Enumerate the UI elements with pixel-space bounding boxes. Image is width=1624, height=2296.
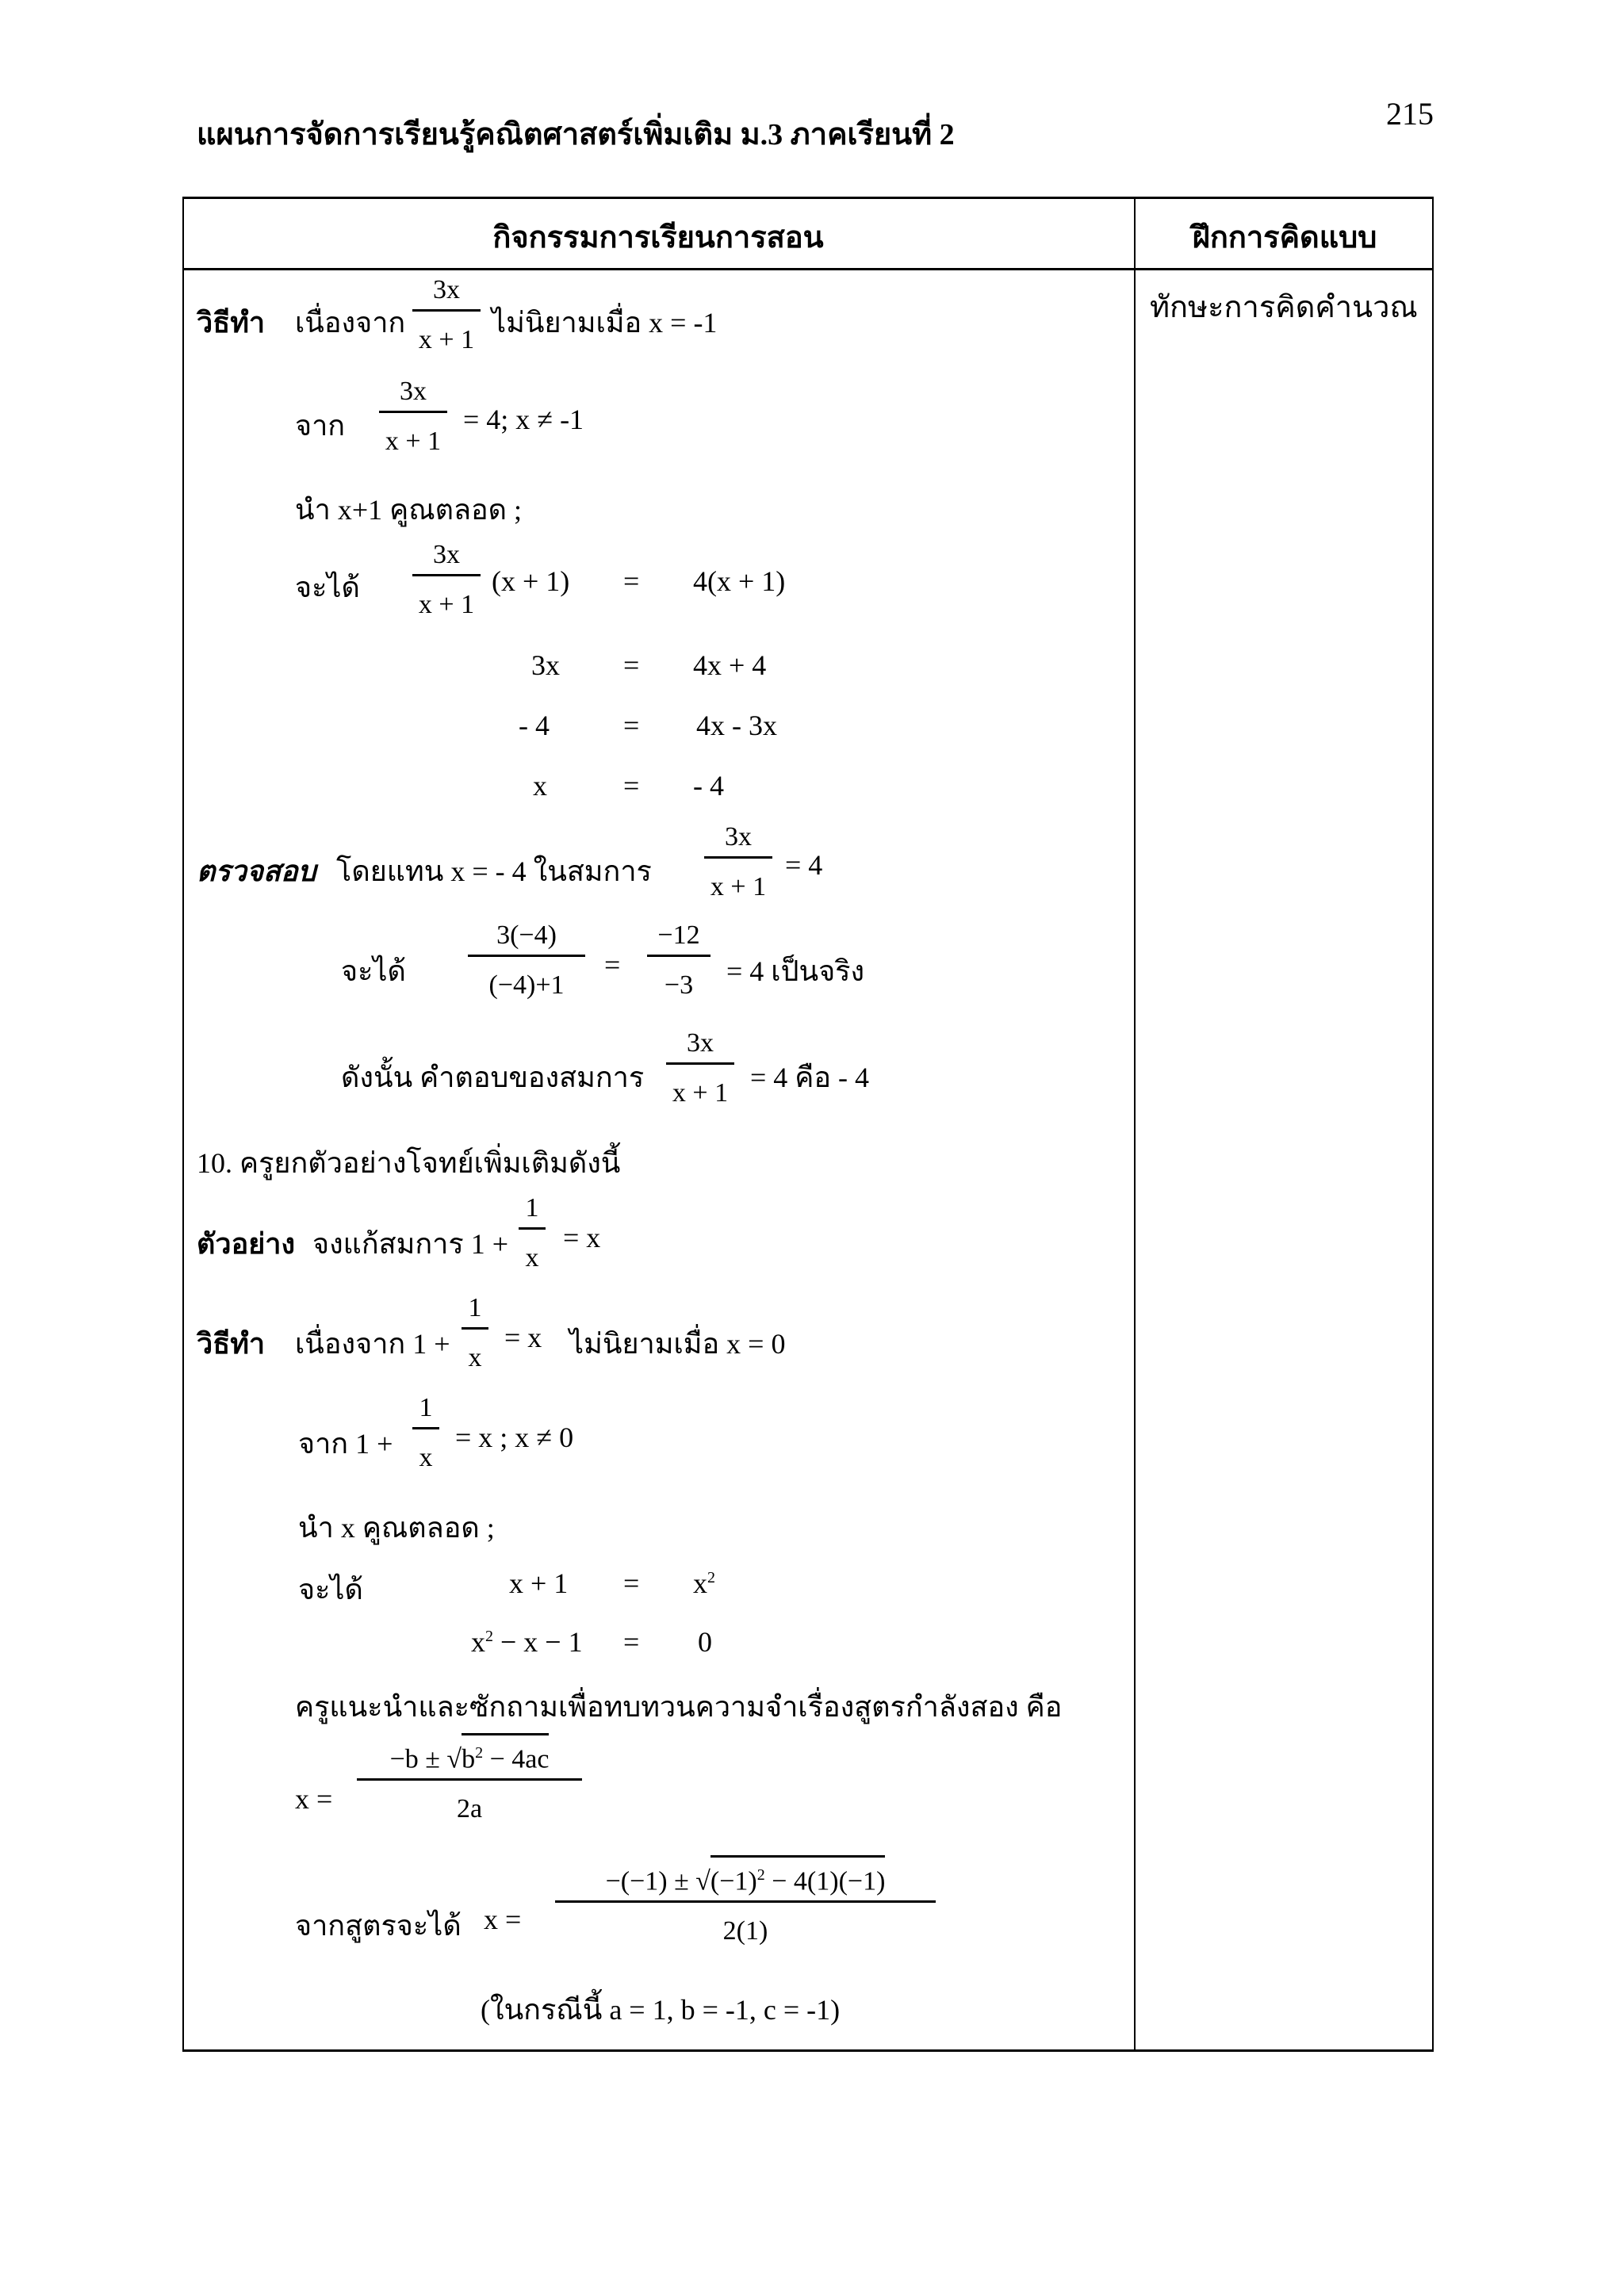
check-rhs: = 4 xyxy=(785,849,823,881)
quadratic-formula: $-b \pm √b^2 - 4ac$ 2a xyxy=(357,1733,582,1825)
undefined-condition: ไม่นิยามเมื่อ x = 0 xyxy=(569,1328,786,1360)
fraction-3x-over-x-plus-1: 3x x + 1 xyxy=(379,376,447,457)
multiply-step: นำ x คูณตลอด ; xyxy=(298,1512,495,1544)
fraction-1-over-x: 1 x xyxy=(412,1392,439,1474)
fraction-1-over-x: 1 x xyxy=(519,1192,546,1274)
document-title: แผนการจัดการเรียนรู้คณิตศาสตร์เพิ่มเติม ม.3 ภาคเรียนที่ 2 xyxy=(197,118,955,151)
from-formula-text: จากสูตรจะได้ xyxy=(295,1910,462,1942)
equals-sign: = xyxy=(623,1626,640,1658)
fraction-3x-over-x-plus-1: 3x x + 1 xyxy=(412,539,481,621)
check-label: ตรวจสอบ xyxy=(197,855,316,887)
step-rhs: 0 xyxy=(698,1626,712,1658)
item-10: 10. ครูยกตัวอย่างโจทย์เพิ่มเติมดังนี้ xyxy=(197,1147,621,1179)
thinking-skill: ทักษะการคิดคำนวณ xyxy=(1150,289,1418,324)
step-lhs: - 4 xyxy=(519,710,550,741)
step-lhs: $x^2 - x - 1$ xyxy=(471,1626,583,1658)
since-text: เนื่องจาก 1 + xyxy=(295,1328,450,1360)
substitution-lhs: x = xyxy=(484,1904,522,1935)
from-text: จาก xyxy=(295,410,346,442)
from-text: จาก 1 + xyxy=(298,1428,393,1460)
step-lhs: 3x xyxy=(531,649,560,681)
example-label: ตัวอย่าง xyxy=(197,1228,296,1260)
conclusion-text: ดังนั้น คำตอบของสมการ xyxy=(341,1062,645,1093)
fraction-1-over-x: 1 x xyxy=(462,1292,488,1374)
step-rhs: 4x - 3x xyxy=(696,710,777,741)
equals-sign: = xyxy=(604,949,621,981)
equation-condition: = x ; x ≠ 0 xyxy=(455,1422,574,1453)
formula-lhs: x = xyxy=(295,1783,333,1815)
check-text: โดยแทน x = - 4 ในสมการ xyxy=(336,855,652,887)
coefficients-note: (ในกรณีนี้ a = 1, b = -1, c = -1) xyxy=(481,1994,841,2026)
step-rhs: 4x + 4 xyxy=(693,649,767,681)
since-text: เนื่องจาก xyxy=(295,307,406,339)
fraction-3x-over-x-plus-1: 3x x + 1 xyxy=(666,1027,734,1109)
step-rhs: $x^2$ xyxy=(693,1567,715,1599)
quadratic-substitution: $-(-1) \pm √(-1)^2 - 4(1)(-1)$ 2(1) xyxy=(555,1855,936,1947)
times-factor: (x + 1) xyxy=(492,565,570,597)
step-lhs: x + 1 xyxy=(509,1567,569,1599)
equation-condition: = 4; x ≠ -1 xyxy=(463,404,584,435)
fraction-minus12-over-minus3: −12 −3 xyxy=(647,920,710,1001)
example-text: จงแก้สมการ 1 + xyxy=(312,1228,509,1260)
fraction-3x-over-x-plus-1: 3x x + 1 xyxy=(412,274,481,356)
page-number: 215 xyxy=(1386,96,1434,132)
answer-text: = 4 คือ - 4 xyxy=(750,1062,869,1093)
example-rhs: = x xyxy=(563,1222,601,1253)
column-header-thinking: ฝึกการคิดแบบ xyxy=(1192,221,1377,254)
equals-sign: = xyxy=(623,649,640,681)
column-divider xyxy=(1134,197,1136,2052)
undefined-condition: ไม่นิยามเมื่อ x = -1 xyxy=(492,307,718,339)
equation-rhs: = x xyxy=(504,1322,542,1353)
step-lhs: x xyxy=(533,770,547,802)
equals-sign: = xyxy=(623,565,640,597)
get-text: จะได้ xyxy=(341,955,406,987)
method-label: วิธีทำ xyxy=(197,307,266,339)
equals-sign: = xyxy=(623,710,640,741)
check-result: = 4 เป็นจริง xyxy=(726,955,865,987)
equals-sign: = xyxy=(623,1567,640,1599)
equals-sign: = xyxy=(623,770,640,802)
column-header-activities: กิจกรรมการเรียนการสอน xyxy=(492,221,824,254)
fraction-3x-over-x-plus-1: 3x x + 1 xyxy=(704,821,772,903)
method-label: วิธีทำ xyxy=(197,1328,266,1360)
fraction-substitution: 3(−4) (−4)+1 xyxy=(468,920,585,1001)
review-text: ครูแนะนำและซักถามเพื่อทบทวนความจำเรื่องสูตรกำลังสอง คือ xyxy=(295,1691,1063,1723)
get-text: จะได้ xyxy=(295,572,360,603)
get-text: จะได้ xyxy=(298,1574,363,1605)
multiply-step: นำ x+1 คูณตลอด ; xyxy=(295,494,523,526)
step-rhs: - 4 xyxy=(693,770,724,802)
step-rhs: 4(x + 1) xyxy=(693,565,786,597)
header-divider xyxy=(182,268,1434,270)
